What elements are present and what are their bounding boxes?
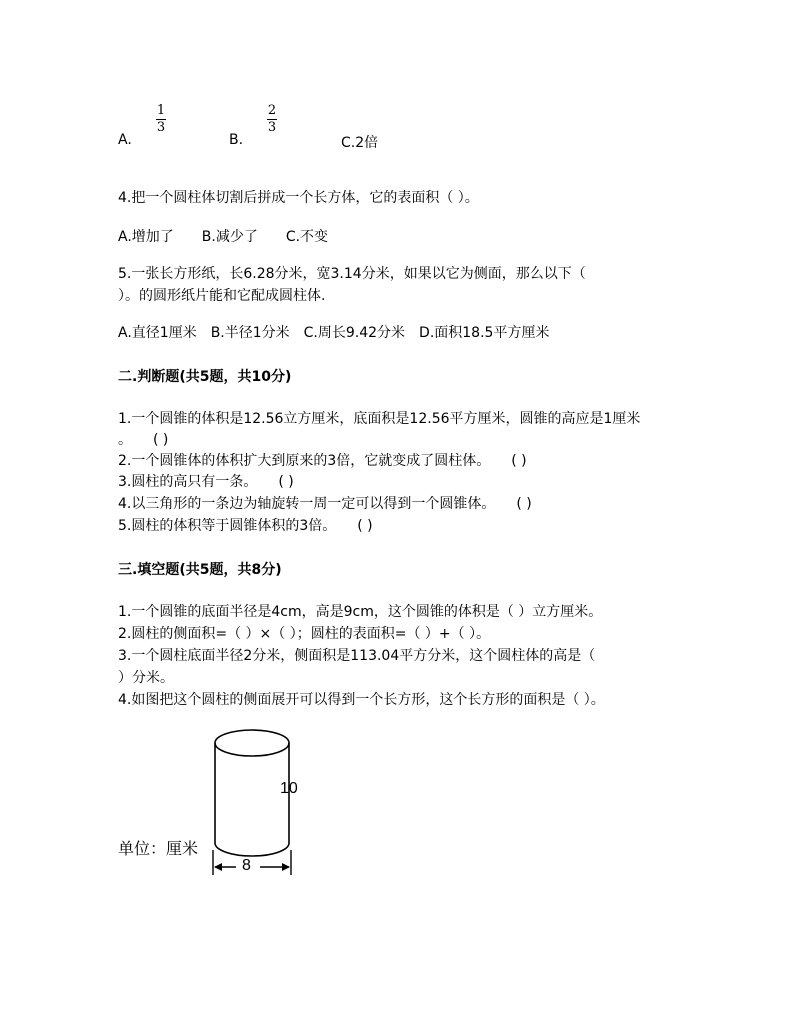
- judge-item-4: 4.以三角形的一条边为轴旋转一周一定可以得到一个圆锥体。 ( ): [118, 496, 532, 512]
- judge-item-2: 2.一个圆锥体的体积扩大到原来的3倍，它就变成了圆柱体。 ( ): [118, 453, 527, 469]
- question-5-line2: ）。的圆形纸片能和它配成圆柱体.: [118, 288, 326, 304]
- diameter-label: 8: [242, 857, 251, 874]
- judge-item-1: 1.一个圆锥的体积是12.56立方厘米，底面积是12.56平方厘米，圆锥的高应是1厘米: [118, 411, 641, 427]
- question-5-options: A.直径1厘米 B.半径1分米 C.周长9.42分米 D.面积18.5平方厘米: [118, 325, 550, 341]
- fraction-two-thirds: [267, 104, 277, 135]
- judge-item-1-cont: 。 ( ): [118, 432, 169, 448]
- section-3-heading: 三.填空题(共5题，共8分): [118, 562, 282, 578]
- judge-item-5: 5.圆柱的体积等于圆锥体积的3倍。 ( ): [118, 518, 373, 534]
- fraction-numerator: 1: [156, 103, 166, 118]
- question-4-text: 4.把一个圆柱体切割后拼成一个长方体，它的表面积（ ）。: [118, 190, 479, 206]
- fill-item-3-cont: ）分米。: [118, 670, 174, 686]
- judge-item-3: 3.圆柱的高只有一条。 ( ): [118, 474, 294, 490]
- option-b-label: B.: [229, 132, 244, 148]
- option-a-label: A.: [118, 132, 132, 148]
- cylinder-top-ellipse: [215, 730, 289, 756]
- fill-item-3: 3.一个圆柱底面半径2分米，侧面积是113.04平方分米，这个圆柱体的高是（: [118, 648, 596, 664]
- section-2-heading: 二.判断题(共5题，共10分): [118, 369, 292, 385]
- fill-item-2: 2.圆柱的侧面积=（ ）×（ ）；圆柱的表面积=（ ）+（ ）。: [118, 626, 491, 642]
- fill-item-4: 4.如图把这个圆柱的侧面展开可以得到一个长方形，这个长方形的面积是（ ）。: [118, 692, 605, 708]
- cylinder-bottom-arc: [215, 843, 289, 856]
- fraction-numerator: 2: [267, 103, 277, 118]
- fill-item-1: 1.一个圆锥的底面半径是4cm，高是9cm，这个圆锥的体积是（ ）立方厘米。: [118, 604, 603, 620]
- fraction-denominator: 3: [156, 120, 166, 135]
- fraction-one-third: [156, 104, 166, 135]
- question-4-options: A.增加了 B.减少了 C.不变: [118, 229, 329, 245]
- fraction-denominator: 3: [267, 120, 277, 135]
- option-c-label: C.2倍: [341, 135, 379, 151]
- question-5-line1: 5.一张长方形纸，长6.28分米，宽3.14分米，如果以它为侧面，那么以下（: [118, 266, 586, 282]
- unit-label: 单位：厘米: [118, 841, 199, 858]
- height-label: 10: [280, 780, 298, 797]
- cylinder-figure: [200, 725, 310, 880]
- arrow-right-icon: [282, 863, 290, 871]
- arrow-left-icon: [214, 863, 222, 871]
